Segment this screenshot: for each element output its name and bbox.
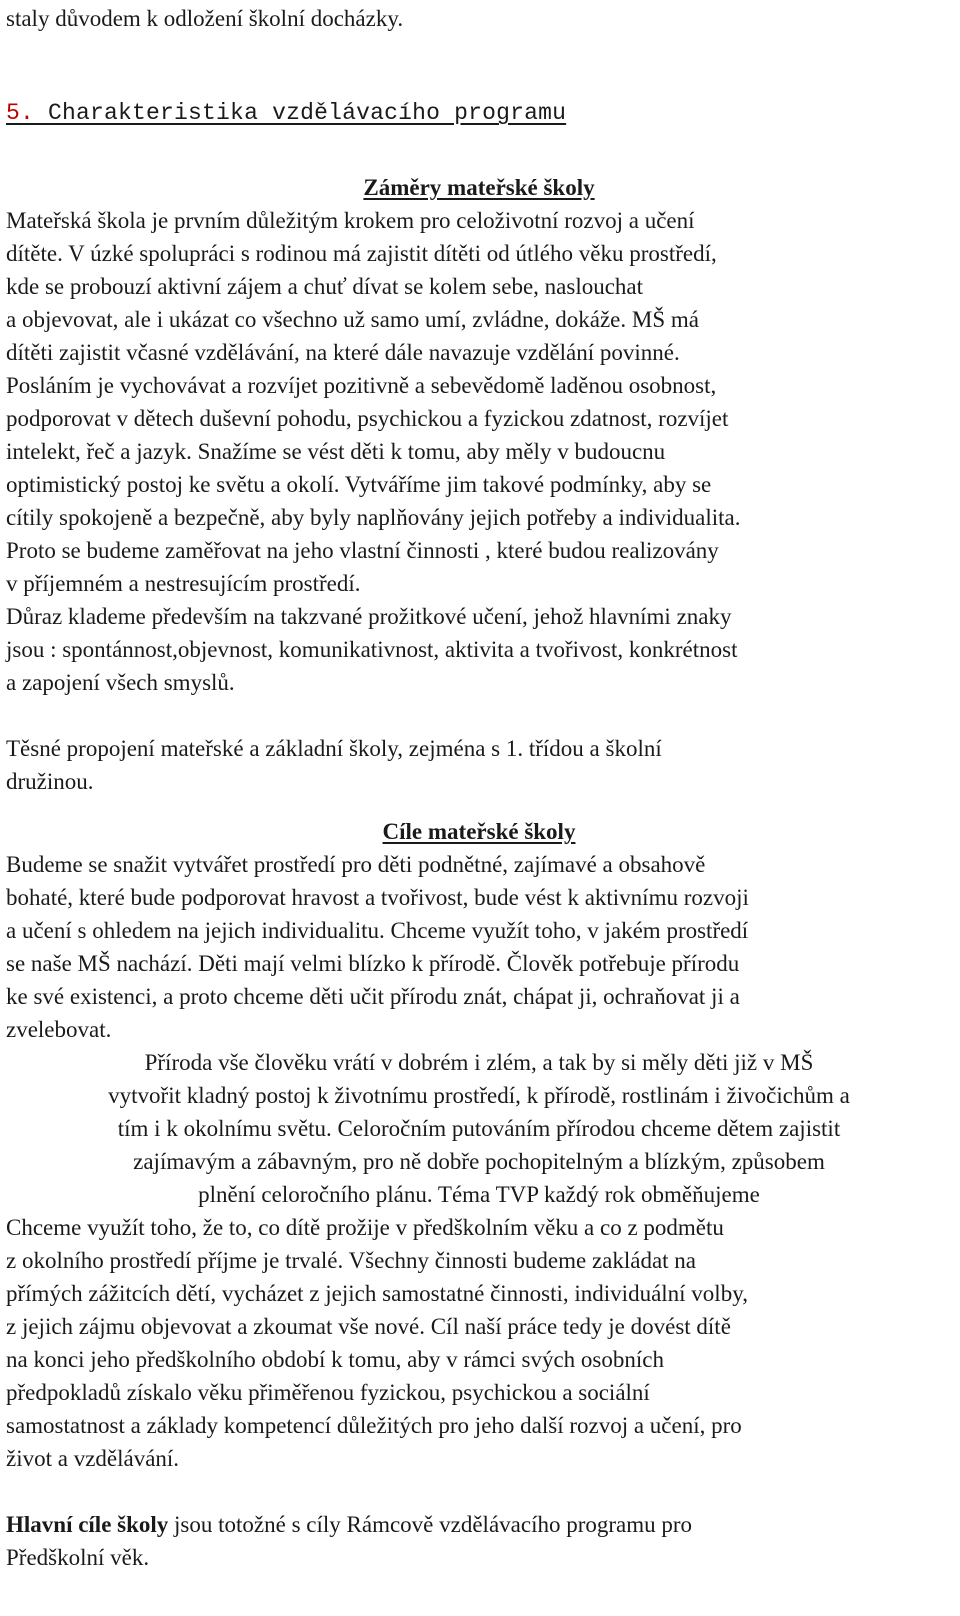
intro-line: staly důvodem k odložení školní docházky. <box>6 6 404 31</box>
para1-line: kde se probouzí aktivní zájem a chuť dívat se kolem sebe, naslouchat <box>6 274 644 299</box>
final-rest: jsou totožné s cíly Rámcově vzdělávacího programu pro <box>168 1512 693 1537</box>
para1-line: Mateřská škola je prvním důležitým krokem pro celoživotní rozvoj a učení <box>6 208 695 233</box>
section-heading <box>6 97 952 130</box>
para3-line: Budeme se snažit vytvářet prostředí pro děti podnětné, zajímavé a obsahově <box>6 852 706 877</box>
para1-line: dítěte. V úzké spolupráci s rodinou má zajistit dítěti od útlého věku prostředí, <box>6 241 717 266</box>
para5-line: na konci jeho předškolního období k tomu, aby v rámci svých osobních <box>6 1347 664 1372</box>
para5-line: samostatnost a základy kompetencí důležitých pro jeho další rozvoj a učení, pro <box>6 1413 742 1438</box>
final-line <box>6 1508 952 1541</box>
section-title: Charakteristika vzdělávacího programu <box>48 100 567 126</box>
para5-line: Chceme využít toho, že to, co dítě prožije v předškolním věku a co z podmětu <box>6 1215 724 1240</box>
para5-line: z jejich zájmu objevovat a zkoumat vše nové. Cíl naší práce tedy je dovést dítě <box>6 1314 731 1339</box>
para3-line: zvelebovat. <box>6 1017 112 1042</box>
para5-line: život a vzdělávání. <box>6 1446 180 1471</box>
para3-line: bohaté, které bude podporovat hravost a tvořivost, bude vést k aktivnímu rozvoji <box>6 885 749 910</box>
para4-line: vytvořit kladný postoj k životnímu prostředí, k přírodě, rostlinám i živočichům a <box>108 1083 850 1108</box>
para5-line: z okolního prostředí příjme je trvalé. Všechny činnosti budeme zakládat na <box>6 1248 697 1273</box>
para4-line: zajímavým a zábavným, pro ně dobře pochopitelným a blízkým, způsobem <box>133 1149 825 1174</box>
para1-line: Proto se budeme zaměřovat na jeho vlastní činnosti , které budou realizovány <box>6 538 719 563</box>
para3-line: ke své existenci, a proto chceme děti učit přírodu znát, chápat ji, ochraňovat ji a <box>6 984 740 1009</box>
para5-line: předpokladů získalo věku přiměřenou fyzickou, psychickou a sociální <box>6 1380 650 1405</box>
para5-line: přímých zážitcích dětí, vycházet z jejich samostatné činnosti, individuální volby, <box>6 1281 748 1306</box>
heading-cile: Cíle mateřské školy <box>382 819 576 844</box>
final-line-2: Předškolní věk. <box>6 1545 150 1570</box>
para1-line: a objevovat, ale i ukázat co všechno už samo umí, zvládne, dokáže. MŠ má <box>6 307 699 332</box>
heading-zamery: Záměry mateřské školy <box>363 175 595 200</box>
para4-line: tím i k okolnímu světu. Celoročním putováním přírodou chceme dětem zajistit <box>117 1116 841 1141</box>
para1-line: Důraz klademe především na takzvané prožitkové učení, jehož hlavními znaky <box>6 604 732 629</box>
para3-line: a učení s ohledem na jejich individualitu. Chceme využít toho, v jakém prostředí <box>6 918 749 943</box>
para2-line: družinou. <box>6 769 94 794</box>
para1-line: jsou : spontánnost,objevnost, komunikativnost, aktivita a tvořivost, konkrétnost <box>6 637 738 662</box>
para1-line: Posláním je vychovávat a rozvíjet pozitivně a sebevědomě laděnou osobnost, <box>6 373 717 398</box>
para1-line: dítěti zajistit včasné vzdělávání, na které dále navazuje vzdělání povinné. <box>6 340 680 365</box>
para1-line: v příjemném a nestresujícím prostředí. <box>6 571 361 596</box>
para1-line: intelekt, řeč a jazyk. Snažíme se vést děti k tomu, aby měly v budoucnu <box>6 439 666 464</box>
para1-line: podporovat v dětech duševní pohodu, psychickou a fyzickou zdatnost, rozvíjet <box>6 406 729 431</box>
para1-line: a zapojení všech smyslů. <box>6 670 235 695</box>
final-bold: Hlavní cíle školy <box>6 1512 169 1537</box>
para1-line: cítily spokojeně a bezpečně, aby byly naplňovány jejich potřeby a individualita. <box>6 505 741 530</box>
para4-line: Příroda vše člověku vrátí v dobrém i zlém, a tak by si měly děti již v MŠ <box>144 1050 814 1075</box>
para2-line: Těsné propojení mateřské a základní školy, zejména s 1. třídou a školní <box>6 736 662 761</box>
para1-line: optimistický postoj ke světu a okolí. Vytváříme jim takové podmínky, aby se <box>6 472 712 497</box>
para4-line: plnění celoročního plánu. Téma TVP každý rok obměňujeme <box>198 1182 760 1207</box>
section-number: 5. <box>6 100 35 126</box>
para3-line: se naše MŠ nachází. Děti mají velmi blízko k přírodě. Člověk potřebuje přírodu <box>6 951 740 976</box>
